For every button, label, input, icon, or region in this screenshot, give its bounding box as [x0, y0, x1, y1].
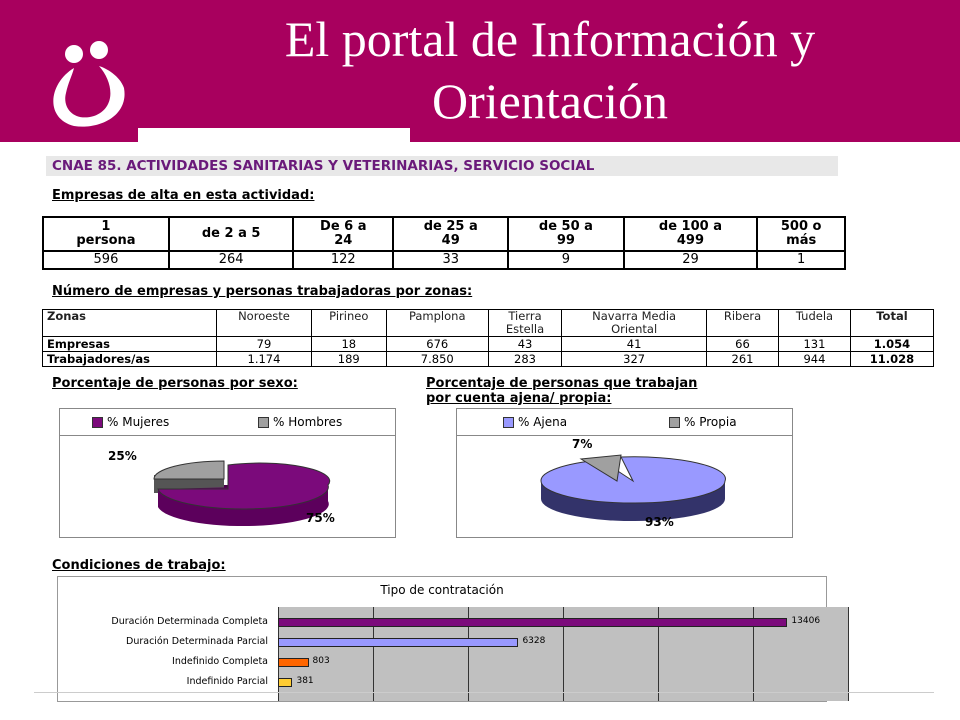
- table-header-cell: Tudela: [779, 310, 851, 337]
- bar: [278, 658, 309, 667]
- pie-graphic: [60, 409, 395, 537]
- table-cell: 41: [562, 337, 707, 352]
- table-cell: 9: [508, 251, 623, 269]
- table-cell: 7.850: [386, 352, 488, 367]
- table-header-cell: Navarra Media Oriental: [562, 310, 707, 337]
- section-heading-empresas: Empresas de alta en esta actividad:: [52, 188, 315, 203]
- pie-graphic: [457, 409, 792, 537]
- table-cell: 79: [217, 337, 312, 352]
- table-header-cell: De 6 a 24: [293, 217, 393, 251]
- title-underline-block: [138, 128, 410, 142]
- category-label: Duración Determinada Parcial: [126, 636, 268, 647]
- table-cell: 676: [386, 337, 488, 352]
- pie-slice-hombres: [154, 461, 224, 479]
- bar-value-label: 381: [296, 676, 314, 686]
- table-cell: 327: [562, 352, 707, 367]
- table-cell: 1.174: [217, 352, 312, 367]
- table-cell: 944: [779, 352, 851, 367]
- pie-chart-sex: [59, 408, 396, 538]
- legend-label: % Propia: [684, 415, 737, 429]
- row-label: Empresas: [43, 337, 217, 352]
- gridline: [848, 607, 849, 701]
- bar-chart-contratacion: [57, 576, 827, 702]
- legend-label: % Hombres: [273, 415, 343, 429]
- table-header-cell: de 100 a 499: [624, 217, 758, 251]
- chart-title: Tipo de contratación: [380, 583, 504, 597]
- section-heading-zonas: Número de empresas y personas trabajadoras por zonas:: [52, 284, 473, 299]
- cnae-header: CNAE 85. ACTIVIDADES SANITARIAS Y VETERINARIAS, SERVICIO SOCIAL: [46, 156, 838, 176]
- zonas-table: [42, 309, 934, 367]
- table-cell: 18: [311, 337, 386, 352]
- bar-value-label: 803: [312, 656, 330, 666]
- empresas-table: [42, 216, 846, 270]
- table-cell: 1: [757, 251, 845, 269]
- table-cell: 1.054: [850, 337, 933, 352]
- category-label: Indefinido Parcial: [186, 676, 268, 687]
- table-cell: 43: [488, 337, 562, 352]
- table-cell: 264: [169, 251, 294, 269]
- section-heading-sexo: Porcentaje de personas por sexo:: [52, 376, 298, 391]
- section-heading-condiciones: Condiciones de trabajo:: [52, 558, 226, 573]
- table-cell: 66: [706, 337, 778, 352]
- pie-label-hombres: 25%: [108, 449, 137, 463]
- table-row: [43, 337, 934, 352]
- table-header-cell: de 2 a 5: [169, 217, 294, 251]
- bar: [278, 678, 292, 687]
- table-row: [43, 352, 934, 367]
- legend-label: % Mujeres: [107, 415, 170, 429]
- pie-label-propia: 7%: [572, 437, 593, 451]
- category-label: Indefinido Completa: [172, 656, 268, 667]
- category-label: Duración Determinada Completa: [111, 616, 268, 627]
- plot-area: [278, 607, 848, 701]
- pie-label-mujeres: 75%: [306, 511, 335, 525]
- logo-icon: [44, 38, 134, 130]
- bar-value-label: 13406: [791, 616, 821, 626]
- pie-label-ajena: 93%: [645, 515, 674, 529]
- bar: [278, 618, 787, 627]
- table-header-cell: Zonas: [43, 310, 217, 337]
- table-cell: 283: [488, 352, 562, 367]
- table-header-cell: Tierra Estella: [488, 310, 562, 337]
- table-header-cell: Ribera: [706, 310, 778, 337]
- pie-slice-ajena: [541, 457, 725, 503]
- table-header-cell: Noroeste: [217, 310, 312, 337]
- table-cell: 131: [779, 337, 851, 352]
- table-cell: 122: [293, 251, 393, 269]
- bar: [278, 638, 518, 647]
- pie-chart-account: [456, 408, 793, 538]
- table-header-cell: de 50 a 99: [508, 217, 623, 251]
- table-cell: 29: [624, 251, 758, 269]
- table-header-cell: Pirineo: [311, 310, 386, 337]
- table-header-cell: 1 persona: [43, 217, 169, 251]
- table-cell: 11.028: [850, 352, 933, 367]
- table-header-cell: Pamplona: [386, 310, 488, 337]
- table-header-cell: de 25 a 49: [393, 217, 508, 251]
- table-cell: 33: [393, 251, 508, 269]
- divider: [34, 692, 934, 693]
- table-cell: 596: [43, 251, 169, 269]
- row-label: Trabajadores/as: [43, 352, 217, 367]
- section-heading-cuenta: Porcentaje de personas que trabajan por cuenta ajena/ propia:: [426, 376, 698, 406]
- table-cell: 189: [311, 352, 386, 367]
- page-title: El portal de Información y Orientación: [284, 11, 816, 129]
- table-cell: 261: [706, 352, 778, 367]
- legend-label: % Ajena: [518, 415, 568, 429]
- bar-value-label: 6328: [522, 636, 546, 646]
- table-header-cell: 500 o más: [757, 217, 845, 251]
- table-header-cell: Total: [850, 310, 933, 337]
